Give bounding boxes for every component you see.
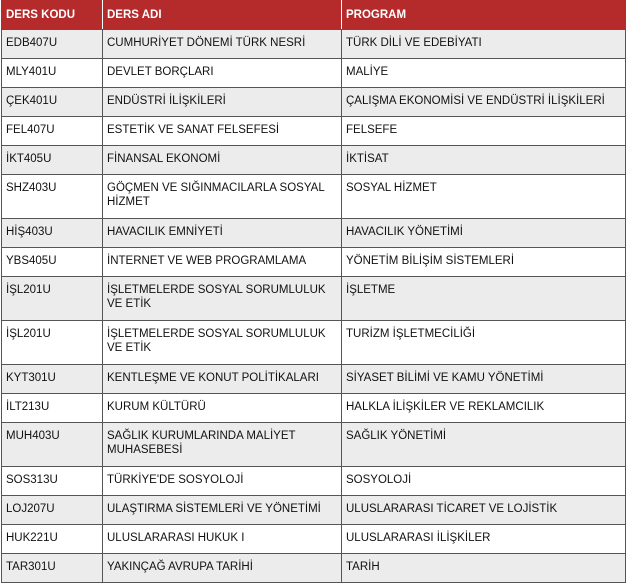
cell-program: İKTİSAT: [342, 146, 626, 175]
table-row: [2, 394, 626, 423]
cell-code: EDB407U: [2, 30, 103, 59]
cell-program: SAĞLIK YÖNETİMİ: [342, 423, 626, 467]
cell-name: ENDÜSTRİ İLİŞKİLERİ: [103, 88, 342, 117]
cell-program: TURİZM İŞLETMECİLİĞİ: [342, 321, 626, 365]
table-row: [2, 554, 626, 583]
cell-code: HUK221U: [2, 525, 103, 554]
cell-code: TAR301U: [2, 554, 103, 583]
cell-program: TARİH: [342, 554, 626, 583]
course-table: [1, 0, 626, 583]
cell-code: FEL407U: [2, 117, 103, 146]
cell-code: SOS313U: [2, 467, 103, 496]
table-row: [2, 88, 626, 117]
cell-name: GÖÇMEN VE SIĞINMACILARLA SOSYAL HİZMET: [103, 175, 342, 219]
header-row: [2, 1, 626, 30]
cell-name: İNTERNET VE WEB PROGRAMLAMA: [103, 248, 342, 277]
cell-code: YBS405U: [2, 248, 103, 277]
header-program: PROGRAM: [342, 1, 626, 30]
cell-program: FELSEFE: [342, 117, 626, 146]
cell-name: ULAŞTIRMA SİSTEMLERİ VE YÖNETİMİ: [103, 496, 342, 525]
table-row: [2, 525, 626, 554]
cell-name: İŞLETMELERDE SOSYAL SORUMLULUK VE ETİK: [103, 321, 342, 365]
cell-name: KURUM KÜLTÜRÜ: [103, 394, 342, 423]
cell-program: HAVACILIK YÖNETİMİ: [342, 219, 626, 248]
table-row: [2, 321, 626, 365]
cell-program: YÖNETİM BİLİŞİM SİSTEMLERİ: [342, 248, 626, 277]
cell-program: SOSYAL HİZMET: [342, 175, 626, 219]
cell-code: MUH403U: [2, 423, 103, 467]
cell-name: CUMHURİYET DÖNEMİ TÜRK NESRİ: [103, 30, 342, 59]
cell-name: ULUSLARARASI HUKUK I: [103, 525, 342, 554]
table-row: [2, 59, 626, 88]
cell-code: İLT213U: [2, 394, 103, 423]
cell-name: YAKINÇAĞ AVRUPA TARİHİ: [103, 554, 342, 583]
cell-name: HAVACILIK EMNİYETİ: [103, 219, 342, 248]
table-row: [2, 467, 626, 496]
cell-program: SİYASET BİLİMİ VE KAMU YÖNETİMİ: [342, 365, 626, 394]
cell-code: İŞL201U: [2, 277, 103, 321]
cell-name: İŞLETMELERDE SOSYAL SORUMLULUK VE ETİK: [103, 277, 342, 321]
cell-program: SOSYOLOJİ: [342, 467, 626, 496]
cell-name: ESTETİK VE SANAT FELSEFESİ: [103, 117, 342, 146]
table-row: [2, 117, 626, 146]
table-row: [2, 30, 626, 59]
cell-code: SHZ403U: [2, 175, 103, 219]
cell-program: ULUSLARARASI İLİŞKİLER: [342, 525, 626, 554]
table-header: [2, 1, 626, 30]
cell-program: İŞLETME: [342, 277, 626, 321]
table-row: [2, 219, 626, 248]
cell-name: KENTLEŞME VE KONUT POLİTİKALARI: [103, 365, 342, 394]
cell-code: LOJ207U: [2, 496, 103, 525]
cell-code: KYT301U: [2, 365, 103, 394]
cell-code: İKT405U: [2, 146, 103, 175]
cell-code: ÇEK401U: [2, 88, 103, 117]
cell-name: TÜRKİYE'DE SOSYOLOJİ: [103, 467, 342, 496]
table-body: [2, 30, 626, 583]
table-row: [2, 423, 626, 467]
cell-program: TÜRK DİLİ VE EDEBİYATI: [342, 30, 626, 59]
table-row: [2, 496, 626, 525]
cell-code: İŞL201U: [2, 321, 103, 365]
cell-code: HİŞ403U: [2, 219, 103, 248]
header-code: DERS KODU: [2, 1, 103, 30]
header-name: DERS ADI: [103, 1, 342, 30]
cell-program: ULUSLARARASI TİCARET VE LOJİSTİK: [342, 496, 626, 525]
table-row: [2, 248, 626, 277]
cell-name: FİNANSAL EKONOMİ: [103, 146, 342, 175]
cell-name: SAĞLIK KURUMLARINDA MALİYET MUHASEBESİ: [103, 423, 342, 467]
cell-code: MLY401U: [2, 59, 103, 88]
cell-name: DEVLET BORÇLARI: [103, 59, 342, 88]
table-row: [2, 365, 626, 394]
table-row: [2, 277, 626, 321]
table-row: [2, 175, 626, 219]
cell-program: ÇALIŞMA EKONOMİSİ VE ENDÜSTRİ İLİŞKİLERİ: [342, 88, 626, 117]
cell-program: HALKLA İLİŞKİLER VE REKLAMCILIK: [342, 394, 626, 423]
table-row: [2, 146, 626, 175]
cell-program: MALİYE: [342, 59, 626, 88]
